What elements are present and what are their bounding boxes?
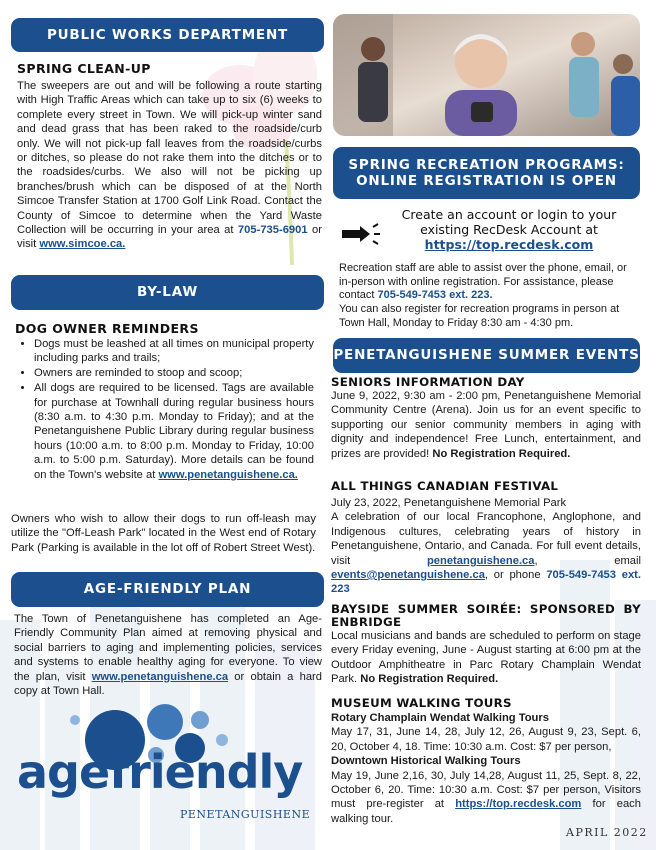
town-website-link[interactable]: www.penetanguishene.ca.	[158, 468, 298, 481]
dog-owner-list-wrap	[17, 337, 314, 483]
summer-events-banner: PENETANGUISHENE SUMMER EVENTS	[333, 338, 640, 373]
assist-phone: 705-549-7453 ext. 223.	[377, 289, 493, 301]
seniors-body: June 9, 2022, 9:30 am - 2:00 pm, Penetanguishene Memorial Community Centre (Arena). Join us for an event specific to supporting our senior community members in aging with dignity and independence! Free Lunch, entertainment, and prizes are provided!	[331, 390, 641, 460]
canadian-event	[331, 480, 641, 597]
walking-recdesk-link[interactable]: https://top.recdesk.com	[455, 798, 582, 811]
canadian-site-link[interactable]: penetanguishene.ca	[426, 554, 535, 567]
age-friendly-body	[14, 612, 322, 698]
list-item: • Dogs must be leashed at all times on municipal property including parks and trails;	[34, 337, 314, 366]
canadian-mid2: , or phone	[484, 569, 547, 582]
age-friendly-end: or obtain a hard copy at Town Hall.	[14, 670, 322, 698]
canadian-date: July 23, 2022, Penetanguishene Memorial Park	[331, 497, 567, 509]
seniors-no-reg: No Registration Required.	[432, 447, 571, 460]
recreation-in-person: You can also register for recreation programs in person at Town Hall, Monday to Friday 8:30 am - 4:30 pm.	[339, 303, 620, 329]
canadian-phone: 705-549-7453 ext. 223	[331, 569, 641, 596]
pointing-hand-icon	[340, 222, 382, 251]
recdesk-callout	[378, 207, 640, 252]
simcoe-phone: 705-735-6901	[237, 224, 308, 237]
photo-illustration	[333, 14, 640, 136]
seniors-title: SENIORS INFORMATION DAY	[331, 375, 525, 389]
footer-date: APRIL 2022	[566, 826, 648, 839]
walking-tours	[331, 697, 641, 826]
recdesk-link[interactable]: https://top.recdesk.com	[424, 237, 594, 252]
license-text: All dogs are required to be licensed. Tags are available for purchase at Townhall during regular business hours (8:30 a.m. to 4:30 p.m. Monday to Friday); and at the Penetanguishene Public Library during regular business hours (10:00 a.m. to 8:00 p.m. Monday to Friday, 10:00 a.m. to 5:00 p.m. Saturday). More details can be found on the Town's website at	[34, 382, 314, 481]
walking-body2: May 19, June 2,16, 30, July 14,28, August 11, 25, Sept. 8, 22, October 6, 20. Time: 10:30 a.m. Cost: $7 per person, Visitors must pre-register at	[331, 769, 641, 811]
events-email-link[interactable]: events@penetanguishene.ca	[331, 569, 485, 582]
walking-body1: May 17, 31, June 14, 28, July 12, 26, August 9, 23, Sept. 6, 20, October 4, 18. Time: 10:30 a.m. Cost: $7 per person,	[331, 726, 641, 753]
callout-line1: Create an account or login to your	[401, 207, 617, 222]
canadian-title: ALL THINGS CANADIAN FESTIVAL	[331, 479, 559, 493]
spring-cleanup-title: SPRING CLEAN-UP	[17, 61, 151, 76]
or-visit-text: or visit	[17, 224, 322, 251]
age-friendly-text: The Town of Penetanguishene has completed an Age-Friendly Community Plan aimed at removing physical and social barriers to aging and implementing policies, services and systems to enable healthy aging for everyone. To view the plan, visit	[14, 613, 322, 683]
bayside-body: Local musicians and bands are scheduled to perform on stage every Friday evening, June - August starting at 6:00 pm at the Outdoor Amphitheatre in Parc Rotary Champlain Wendat Park.	[331, 630, 641, 686]
recreation-banner	[333, 147, 640, 199]
offleash-text: Owners who wish to allow their dogs to run off-leash may utilize the "Off-Leash Park" located in the West end of Rotary Park (Parking is available in the lot off of Robert Street West).	[11, 513, 316, 554]
dog-owner-list	[17, 337, 314, 482]
bayside-title: BAYSIDE SUMMER SOIRÉE: SPONSORED BY ENBRIDGE	[331, 602, 641, 629]
fitness-class-photo	[333, 14, 640, 136]
recreation-banner-line2: ONLINE REGISTRATION IS OPEN	[356, 173, 617, 189]
recreation-banner-line1: SPRING RECREATION PROGRAMS:	[348, 156, 625, 173]
age-friendly-logo-sub: PENETANGUISHENE	[180, 808, 311, 821]
callout-line2: existing RecDesk Account at	[420, 222, 598, 237]
canadian-mid: , email	[534, 554, 642, 567]
walking-title: MUSEUM WALKING TOURS	[331, 696, 512, 710]
walking-body2-end: for each walking tour.	[331, 798, 641, 825]
simcoe-link[interactable]: www.simcoe.ca.	[39, 238, 126, 251]
bayside-event	[331, 603, 641, 687]
canadian-body: A celebration of our local Francophone, Anglophone, and Indigenous cultures, celebrating years of history in Penetanguishene, Ontario, and Canada. For full event details, visit	[331, 511, 641, 567]
list-item	[34, 381, 314, 482]
age-friendly-logo-word: agefriendly	[17, 745, 303, 799]
walking-sub2: Downtown Historical Walking Tours	[331, 755, 521, 768]
spring-cleanup-body	[17, 79, 322, 252]
seniors-event	[331, 376, 641, 461]
public-works-banner: PUBLIC WORKS DEPARTMENT	[11, 18, 324, 52]
walking-sub1: Rotary Champlain Wendat Walking Tours	[331, 712, 549, 724]
bayside-no-reg: No Registration Required.	[360, 673, 499, 686]
dog-owner-title: DOG OWNER REMINDERS	[15, 321, 199, 336]
bylaw-banner: BY-LAW	[11, 275, 324, 310]
spring-cleanup-text: The sweepers are out and will be following a route starting with High Traffic Areas which can take up to six (6) weeks to complete every street in Town. We will pick-up winter sand and dead grass that has been raked to the roadside/curb only. We will not pick-up fall leaves from the roadside/curbs or ditches, so please do not rake them into the ditches or to the roadsides/curbs. We also will not be picking up branches/brush which can be disposed of at the North Simcoe Transfer Station at 1700 Golf Link Road. Contact the County of Simcoe to determine when the Yard Waste Collection will be occurring in your area at	[17, 80, 322, 237]
list-item: • Owners are reminded to stoop and scoop;	[34, 366, 314, 380]
age-friendly-banner: AGE-FRIENDLY PLAN	[11, 572, 324, 607]
assist-text: Recreation staff are able to assist over the phone, email, or in-person with online registration. For assistance, please contact	[339, 262, 627, 301]
recreation-assist	[339, 262, 639, 303]
age-friendly-link[interactable]: www.penetanguishene.ca	[91, 670, 229, 683]
